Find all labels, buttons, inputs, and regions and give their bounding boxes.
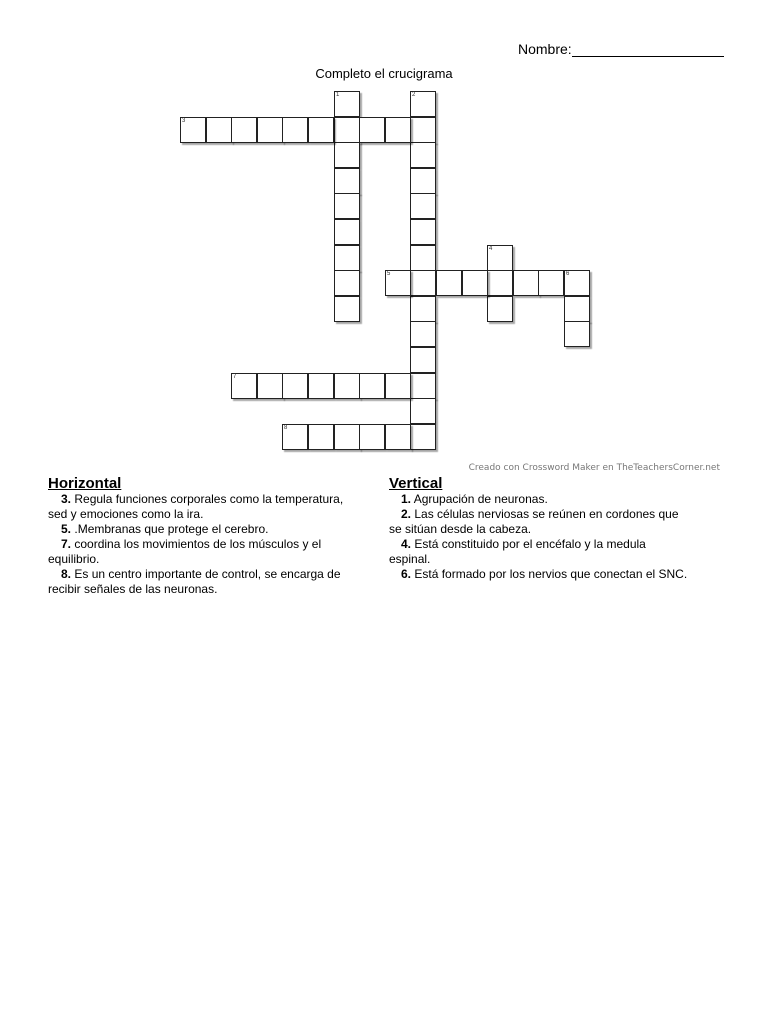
crossword-cell[interactable] (308, 117, 334, 143)
name-label: Nombre: (518, 41, 572, 57)
crossword-cell[interactable] (334, 270, 360, 296)
crossword-cell[interactable] (334, 168, 360, 194)
crossword-cell[interactable] (410, 245, 436, 271)
crossword-cell[interactable] (410, 398, 436, 424)
crossword-cell[interactable] (410, 117, 436, 143)
horizontal-clues (48, 476, 378, 597)
crossword-cell[interactable] (462, 270, 488, 296)
crossword-cell[interactable] (385, 270, 411, 296)
crossword-cell[interactable] (410, 193, 436, 219)
cell-number: 8 (284, 425, 288, 431)
clue-down-2: 2. Las células nerviosas se reúnen en cordones que se sitúan desde la cabeza. (389, 507, 679, 536)
crossword-cell[interactable] (334, 117, 360, 143)
crossword-cell[interactable] (334, 424, 360, 450)
clue-across-7: 7. coordina los movimientos de los músculos y el equilibrio. (48, 537, 322, 566)
crossword-cell[interactable] (282, 373, 308, 399)
crossword-cell[interactable] (564, 296, 590, 322)
vertical-heading: Vertical (389, 475, 443, 492)
cell-number: 6 (566, 271, 570, 277)
name-field (518, 41, 724, 57)
crossword-cell[interactable] (410, 373, 436, 399)
name-blank-line[interactable] (572, 42, 724, 57)
crossword-cell[interactable] (410, 347, 436, 373)
cell-number: 2 (412, 92, 416, 98)
crossword-cell[interactable] (282, 117, 308, 143)
crossword-cell[interactable] (334, 142, 360, 168)
crossword-cell[interactable] (308, 424, 334, 450)
crossword-cell[interactable] (410, 270, 436, 296)
crossword-cell[interactable] (385, 424, 411, 450)
crossword-cell[interactable] (487, 296, 513, 322)
vertical-clues (389, 476, 724, 582)
clue-down-4: 4. Está constituido por el encéfalo y la medula espinal. (389, 537, 646, 566)
clue-down-1: 1. Agrupación de neuronas. (401, 492, 548, 506)
credit-text: Creado con Crossword Maker en TheTeachersCorner.net (468, 463, 720, 473)
cell-number: 3 (182, 118, 186, 124)
crossword-cell[interactable] (410, 424, 436, 450)
crossword-cell[interactable] (180, 117, 206, 143)
crossword-cell[interactable] (334, 373, 360, 399)
cell-number: 1 (336, 92, 340, 98)
crossword-cell[interactable] (564, 321, 590, 347)
cell-number: 5 (387, 271, 391, 277)
crossword-cell[interactable] (206, 117, 232, 143)
cell-number: 7 (233, 374, 237, 380)
crossword-cell[interactable] (359, 424, 385, 450)
crossword-cell[interactable] (385, 373, 411, 399)
crossword-cell[interactable] (334, 91, 360, 117)
crossword-cell[interactable] (334, 296, 360, 322)
crossword-cell[interactable] (410, 296, 436, 322)
crossword-cell[interactable] (231, 373, 257, 399)
crossword-cell[interactable] (308, 373, 334, 399)
crossword-cell[interactable] (487, 245, 513, 271)
crossword-cell[interactable] (231, 117, 257, 143)
clue-down-6: 6. Está formado por los nervios que conectan el SNC. (401, 567, 688, 581)
crossword-cell[interactable] (410, 168, 436, 194)
crossword-cell[interactable] (257, 117, 283, 143)
clue-across-3: 3. Regula funciones corporales como la temperatura, sed y emociones como la ira. (48, 492, 344, 521)
crossword-cell[interactable] (334, 245, 360, 271)
crossword-cell[interactable] (513, 270, 539, 296)
crossword-cell[interactable] (282, 424, 308, 450)
crossword-cell[interactable] (410, 91, 436, 117)
crossword-cell[interactable] (257, 373, 283, 399)
crossword-grid (180, 91, 600, 471)
crossword-cell[interactable] (359, 373, 385, 399)
cell-number: 4 (489, 246, 493, 252)
crossword-cell[interactable] (538, 270, 564, 296)
crossword-cell[interactable] (410, 142, 436, 168)
crossword-cell[interactable] (410, 321, 436, 347)
crossword-cell[interactable] (334, 219, 360, 245)
crossword-cell[interactable] (334, 193, 360, 219)
crossword-cell[interactable] (487, 270, 513, 296)
crossword-cell[interactable] (410, 219, 436, 245)
page-title: Completo el crucigrama (315, 66, 453, 81)
clue-across-8: 8. Es un centro importante de control, se encarga de recibir señales de las neuronas. (48, 567, 341, 596)
crossword-cell[interactable] (359, 117, 385, 143)
clue-across-5: 5. .Membranas que protege el cerebro. (61, 522, 269, 536)
crossword-cell[interactable] (436, 270, 462, 296)
horizontal-heading: Horizontal (48, 475, 122, 492)
crossword-cell[interactable] (564, 270, 590, 296)
crossword-cell[interactable] (385, 117, 411, 143)
